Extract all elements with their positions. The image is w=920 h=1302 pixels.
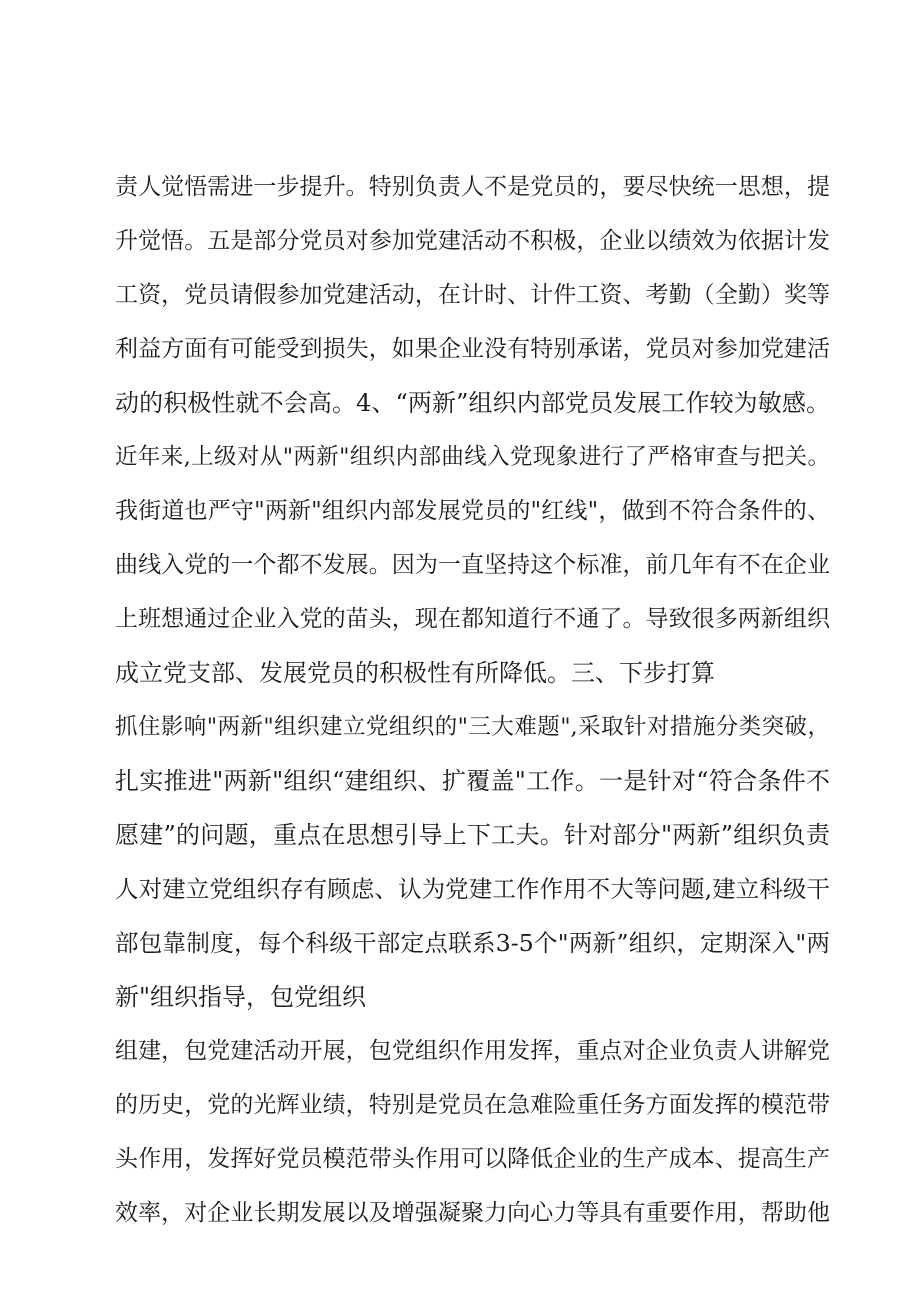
text-line: 责人觉悟需进一步提升。特别负责人不是党员的，要尽快统一思想，提 — [115, 174, 830, 200]
text-line: 上班想通过企业入党的苗头，现在都知道行不通了。导致很多两新组织 — [115, 606, 830, 632]
text-line: 愿建”的问题，重点在思想引导上下工夫。针对部分"两新”组织负责 — [115, 821, 830, 849]
text-line: 升觉悟。五是部分党员对参加党建活动不积极，企业以绩效为依据计发 — [115, 228, 830, 254]
text-line: 动的积极性就不会高。4、“两新”组织内部党员发展工作较为敏感。 — [115, 389, 830, 417]
text-line: 的历史，党的光辉业绩，特别是党员在急难险重任务方面发挥的模范带 — [115, 1092, 830, 1118]
text-line: 我街道也严守"两新"组织内部发展党员的"红线"，做到不符合条件的、 — [115, 498, 830, 524]
text-line: 扎实推进"两新"组织“建组织、扩覆盖"工作。一是针对“符合条件不 — [115, 767, 830, 795]
text-line: 成立党支部、发展党员的积极性有所降低。三、下步打算 — [115, 659, 715, 687]
text-line: 近年来,上级对从"两新"组织内部曲线入党现象进行了严格审查与把关。 — [115, 444, 830, 470]
text-line: 利益方面有可能受到损失，如果企业没有特别承诺，党员对参加党建活 — [115, 336, 830, 362]
text-line: 抓住影响"两新"组织建立党组织的"三大难题",采取针对措施分类突破， — [115, 714, 830, 740]
text-line: 效率，对企业长期发展以及增强凝聚力向心力等具有重要作用，帮助他 — [115, 1200, 830, 1226]
text-line: 曲线入党的一个都不发展。因为一直坚持这个标准，前几年有不在企业 — [115, 552, 830, 578]
text-line: 工资，党员请假参加党建活动，在计时、计件工资、考勤（全勤）奖等 — [115, 282, 830, 308]
text-line: 部包靠制度，每个科级干部定点联系3-5个"两新”组织，定期深入"两 — [115, 929, 830, 957]
text-line: 人对建立党组织存有顾虑、认为党建工作作用不大等问题,建立科级干 — [115, 875, 830, 903]
text-line: 组建，包党建活动开展，包党组织作用发挥，重点对企业负责人讲解党 — [115, 1038, 830, 1064]
body-text — [115, 160, 830, 1240]
text-line: 新"组织指导，包党组织 — [115, 983, 367, 1011]
text-line: 头作用，发挥好党员模范带头作用可以降低企业的生产成本、提高生产 — [115, 1146, 830, 1172]
